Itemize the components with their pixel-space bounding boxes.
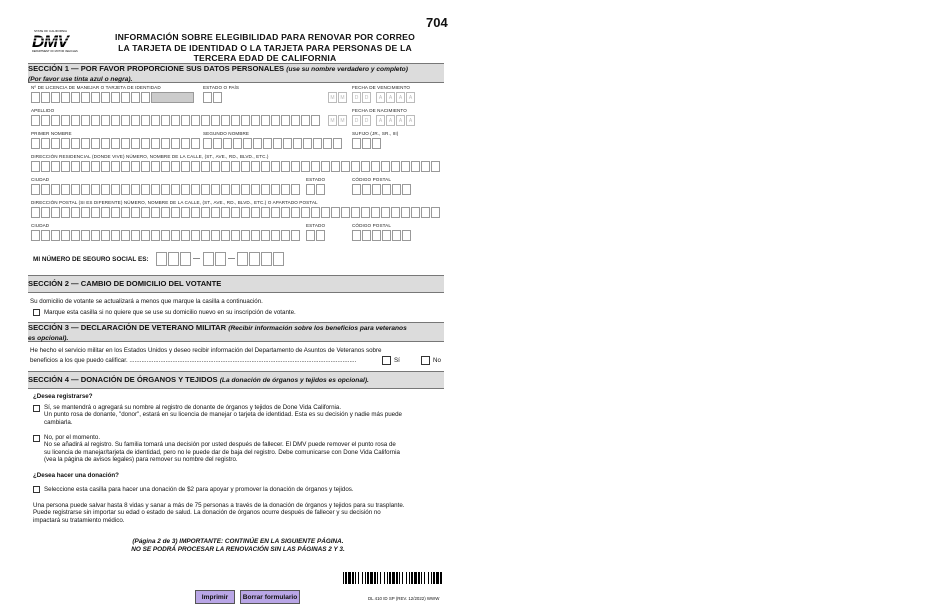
barcode-bar	[389, 572, 391, 584]
donor-no-line: No, por el momento.	[44, 434, 101, 441]
barcode-bar	[409, 572, 410, 584]
donation-label: Seleccione esta casilla para hacer una donación de $2 para apoyar y promover la donación de órganos y tejidos.	[44, 486, 354, 493]
donor-yes-line: Sí, se mantendrá o agregará su nombre al registro de donante de órganos y tejidos de Done Vida California.	[44, 404, 342, 411]
state-label: ESTADO O PAÍS	[203, 85, 240, 90]
section2-header	[28, 275, 444, 293]
expiry-date-field[interactable]: M M D D A A A A	[328, 92, 416, 103]
barcode-bar	[343, 572, 344, 584]
middlename-label: SEGUNDO NOMBRE	[203, 131, 250, 136]
birth-date-field[interactable]: M M D D A A A A	[328, 115, 416, 126]
section1-heading: SECCIÓN 1 — POR FAVOR PROPORCIONE SUS DATOS PERSONALES	[28, 64, 285, 73]
middlename-field[interactable]	[203, 138, 343, 149]
donation-question: ¿Desea hacer una donación?	[33, 472, 119, 479]
donor-no-line: su licencia de manejar/tarjeta de identidad, pero no le puede dar de baja del registro. Debe comunicarse con Done Vida California	[44, 448, 400, 456]
continue-note-line: NO SE PODRÁ PROCESAR LA RENOVACIÓN SIN LAS PÁGINAS 2 Y 3.	[131, 546, 345, 553]
donor-no-line: No se añadirá al registro. Su familia tomará una decisión por usted después de fallecer. El DMV puede remover el punto rosa de	[44, 441, 396, 449]
barcode-bar	[362, 572, 363, 584]
dmv-logo	[30, 28, 84, 54]
form-number: 704	[426, 15, 448, 30]
birth-label: FECHA DE NACIMIENTO	[352, 108, 407, 113]
barcode	[343, 571, 445, 583]
mailing-label: DIRECCIÓN POSTAL (SI ES DIFERENTE) NÚMERO, NOMBRE DE LA CALLE, (ST., AVE., RD., BLVD., ETC.) O APARTADO POSTAL	[31, 200, 318, 205]
section3-text1: He hecho el servicio militar en los Estados Unidos y deseo recibir información del Departamento de Asuntos de Veteranos sobre	[30, 347, 382, 354]
barcode-bar	[428, 572, 429, 584]
veteran-yes-checkbox[interactable]	[382, 356, 391, 365]
residence-label: DIRECCIÓN RESIDENCIAL (DONDE VIVE) NÚMERO, NOMBRE DE LA CALLE, (ST., AVE., RD., BLVD., ETC.)	[31, 154, 269, 159]
page-title	[100, 32, 430, 64]
donor-yes-line: Un punto rosa de donante, "donor", estará en su licencia de manejar o tarjeta de identidad. Esta es su decisión y nadie más puede	[44, 411, 402, 419]
suffix-field[interactable]	[352, 138, 382, 149]
license-label: Nº DE LICENCIA DE MANEJAR O TARJETA DE IDENTIDAD	[31, 85, 161, 90]
estado2-field[interactable]	[306, 230, 326, 241]
barcode-bar	[424, 572, 425, 584]
section4-header	[28, 371, 444, 389]
logo-small-top: STATE OF CALIFORNIA	[34, 29, 68, 33]
expiry-label: FECHA DE VENCIMIENTO	[352, 85, 411, 90]
ssn-dash: —	[193, 255, 200, 262]
barcode-bar	[421, 572, 422, 584]
barcode-bar	[399, 572, 400, 584]
donation-info-line: Una persona puede salvar hasta 8 vidas y sanar a más de 75 personas a través de la donación de órganos y tejidos para su trasplante.	[33, 502, 405, 509]
ssn-field-part1[interactable]	[156, 252, 192, 266]
barcode-bar	[431, 572, 432, 584]
voter-optout-label: Marque esta casilla si no quiere que se use su domicilio nuevo en su inscripción de votante.	[44, 309, 296, 316]
barcode-bar	[374, 572, 376, 584]
barcode-bar	[345, 572, 347, 584]
barcode-bar	[377, 572, 378, 584]
ssn-field-part3[interactable]	[237, 252, 285, 266]
barcode-bar	[348, 572, 351, 584]
donor-no-text	[44, 434, 446, 464]
donation-info	[33, 502, 446, 524]
donation-info-line: impactará su tratamiento médico.	[33, 516, 125, 524]
barcode-bar	[358, 572, 359, 584]
donor-yes-line: cambiarla.	[44, 418, 73, 426]
clear-form-button[interactable]: Borrar formulario	[240, 590, 300, 604]
ssn-field-part2[interactable]	[203, 252, 227, 266]
voter-optout-checkbox[interactable]	[33, 309, 40, 316]
section2-heading: SECCIÓN 2 — CAMBIO DE DOMICILIO DEL VOTANTE	[28, 279, 222, 288]
veteran-yes-label: Sí	[394, 357, 400, 364]
barcode-bar	[370, 572, 373, 584]
section1-header	[28, 63, 444, 83]
estado-field[interactable]	[306, 184, 326, 195]
barcode-bar	[402, 572, 403, 584]
barcode-bar	[411, 572, 413, 584]
donation-checkbox[interactable]	[33, 486, 40, 493]
section3-text2: beneficios a los que puedo calificar. ....................................................................................................................................	[30, 357, 357, 364]
city-field[interactable]	[31, 184, 301, 195]
veteran-no-checkbox[interactable]	[421, 356, 430, 365]
title-line: TERCERA EDAD DE CALIFORNIA	[193, 53, 337, 63]
zip2-field[interactable]	[352, 230, 412, 241]
barcode-bar	[384, 572, 385, 584]
continue-note	[110, 538, 366, 554]
print-button[interactable]: Imprimir	[195, 590, 235, 604]
estado-label: ESTADO	[306, 177, 326, 182]
barcode-bar	[396, 572, 398, 584]
residence-address-field[interactable]	[31, 161, 441, 172]
state-field[interactable]	[203, 92, 223, 103]
barcode-bar	[365, 572, 366, 584]
section3-header	[28, 322, 444, 342]
donation-info-line: Puede registrarse sin importar su edad o estado de salud. La donación de órganos ocurre después de fallecer y su decisión no	[33, 509, 381, 517]
barcode-bar	[433, 572, 435, 584]
lastname-field[interactable]	[31, 115, 321, 126]
zip2-label: CÓDIGO POSTAL	[352, 223, 391, 228]
barcode-bar	[418, 572, 420, 584]
mailing-address-field[interactable]	[31, 207, 441, 218]
barcode-bar	[387, 572, 388, 584]
city2-field[interactable]	[31, 230, 301, 241]
firstname-field[interactable]	[31, 138, 201, 149]
continue-note-line: (Página 2 de 3) IMPORTANTE: CONTINÚE EN LA SIGUIENTE PÁGINA.	[132, 538, 344, 545]
lastname-label: APELLIDO	[31, 108, 55, 113]
barcode-bar	[380, 572, 381, 584]
license-number-field[interactable]	[31, 92, 195, 103]
barcode-bar	[406, 572, 407, 584]
section3-heading: SECCIÓN 3 — DECLARACIÓN DE VETERANO MILITAR	[28, 323, 227, 332]
section2-text: Su domicilio de votante se actualizará a menos que marque la casilla a continuación.	[30, 298, 263, 305]
donor-no-line: (vea la página de avisos legales) para remover su nombre del registro.	[44, 456, 238, 464]
section4-note: (La donación de órganos y tejidos es opcional).	[219, 377, 369, 384]
logo-text: DMV	[32, 32, 69, 51]
barcode-bar	[355, 572, 356, 584]
barcode-bar	[392, 572, 395, 584]
zip-label: CÓDIGO POSTAL	[352, 177, 391, 182]
city-label: CIUDAD	[31, 177, 50, 182]
title-line: INFORMACIÓN SOBRE ELEGIBILIDAD PARA RENOVAR POR CORREO	[115, 32, 415, 42]
section3-note2: es opcional).	[28, 335, 69, 342]
donor-no-checkbox[interactable]	[33, 435, 40, 442]
estado2-label: ESTADO	[306, 223, 326, 228]
section3-note: (Recibir información sobre los beneficios para veteranos	[228, 325, 407, 332]
ssn-dash: —	[228, 255, 235, 262]
ssn-label: MI NÚMERO DE SEGURO SOCIAL ES:	[33, 256, 149, 263]
barcode-bar	[414, 572, 417, 584]
section1-note: (use su nombre verdadero y completo)	[286, 66, 408, 73]
register-question: ¿Desea registrarse?	[33, 393, 93, 400]
barcode-bar	[436, 572, 439, 584]
barcode-bar	[367, 572, 369, 584]
city2-label: CIUDAD	[31, 223, 50, 228]
suffix-label: SUFIJO (JR., SR., III)	[352, 131, 399, 136]
zip-field[interactable]	[352, 184, 412, 195]
barcode-bar	[440, 572, 442, 584]
firstname-label: PRIMER NOMBRE	[31, 131, 72, 136]
donor-yes-checkbox[interactable]	[33, 405, 40, 412]
logo-small-bottom: DEPARTMENT OF MOTOR VEHICLES	[32, 50, 78, 53]
revision-code: DL 410 ID SP (REV. 12/2022) WWW	[368, 596, 440, 601]
barcode-bar	[352, 572, 354, 584]
section1-note2: (Por favor use tinta azul o negra).	[28, 76, 133, 83]
veteran-no-label: No	[433, 357, 441, 364]
donor-yes-text	[44, 404, 446, 426]
title-line: LA TARJETA DE IDENTIDAD O LA TARJETA PARA PERSONAS DE LA	[118, 42, 412, 53]
section4-heading: SECCIÓN 4 — DONACIÓN DE ÓRGANOS Y TEJIDOS	[28, 375, 218, 384]
